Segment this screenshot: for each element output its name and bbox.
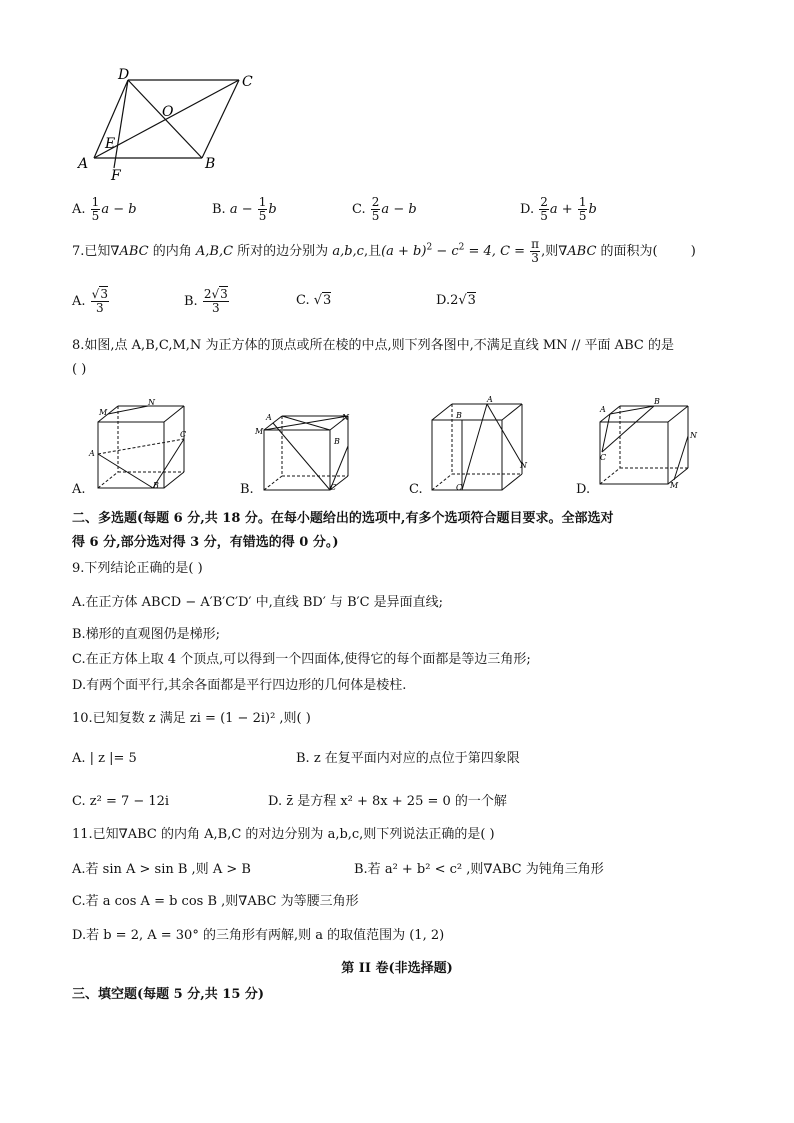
label-D: D xyxy=(118,67,130,83)
label-B: B xyxy=(205,156,216,172)
q9-option-a: A.在正方体 ABCD − A′B′C′D′ 中,直线 BD′ 与 B′C 是异面直线; xyxy=(72,595,444,610)
q10-option-a: A. | z |= 5 xyxy=(72,751,137,766)
cube-figure-d xyxy=(590,396,700,492)
svg-text:C: C xyxy=(180,430,187,439)
svg-text:N: N xyxy=(342,413,349,422)
svg-text:M: M xyxy=(670,481,679,490)
label-E: E xyxy=(105,136,116,152)
q8-option-c: C. xyxy=(409,482,423,497)
cube-figure-b xyxy=(254,408,358,492)
q9-option-c: C.在正方体上取 4 个顶点,可以得到一个四面体,使得它的每个面都是等边三角形; xyxy=(72,652,531,667)
svg-text:B: B xyxy=(456,411,462,420)
q7-option-b: B. $\frac{2√3}{3}$ xyxy=(184,287,228,315)
q10-stem: 10.已知复数 z 满足 zi = (1 − 2i)² ,则( ) xyxy=(72,711,311,726)
q8-option-a: A. xyxy=(72,482,86,497)
q6-option-d: D. $\frac{2}{5}$ a + $\frac{1}{5}$ b xyxy=(520,195,597,223)
parallelogram-figure xyxy=(74,66,264,182)
q10-option-c: C. z² = 7 − 12i xyxy=(72,794,170,809)
label-A: A xyxy=(78,156,89,172)
q7-stem: 7.已知∇ABC 的内角 A,B,C 所对的边分别为 a,b,c,且$(a + b)^2 - c^2 = 4$, C = $\frac{\pi}{3}$ ,则∇ABC 的面积为( ) xyxy=(72,237,696,265)
svg-text:N: N xyxy=(690,431,697,440)
q11-option-c: C.若 a cos A = b cos B ,则∇ABC 为等腰三角形 xyxy=(72,894,359,909)
section-2-heading-line1: 二、多选题(每题 6 分,共 18 分。在每小题给出的选项中,有多个选项符合题目要求。全部选对 xyxy=(72,511,614,526)
q6-option-c: C. $\frac{2}{5}$ a − b xyxy=(352,195,417,223)
cube-figure-a xyxy=(86,396,198,492)
section-2-heading-line2: 得 6 分,部分选对得 3 分，有错选的得 0 分。) xyxy=(72,535,339,550)
q7-option-d: D.2√3 xyxy=(436,293,476,308)
q8-stem: 8.如图,点 A,B,C,M,N 为正方体的顶点或所在棱的中点,则下列各图中,不满足直线 MN // 平面 ABC 的是 xyxy=(72,338,674,353)
label-C: C xyxy=(242,74,253,90)
svg-text:A: A xyxy=(487,395,493,404)
q6-option-a: A. $\frac{1}{5}$ a − b xyxy=(72,195,137,223)
q8-option-d: D. xyxy=(576,482,591,497)
section-3-heading: 三、填空题(每题 5 分,共 15 分) xyxy=(72,987,265,1002)
svg-text:C: C xyxy=(456,483,463,492)
q8-option-b: B. xyxy=(240,482,254,497)
q11-stem: 11.已知∇ABC 的内角 A,B,C 的对边分别为 a,b,c,则下列说法正确的是( ) xyxy=(72,827,495,842)
part-2-title: 第 II 卷(非选择题) xyxy=(341,961,453,976)
svg-text:B: B xyxy=(654,397,660,406)
svg-text:M: M xyxy=(255,427,264,436)
q11-option-a: A.若 sin A > sin B ,则 A > B xyxy=(72,862,251,877)
q9-option-d: D.有两个面平行,其余各面都是平行四边形的几何体是棱柱. xyxy=(72,678,407,693)
svg-text:A: A xyxy=(600,405,606,414)
svg-text:B: B xyxy=(334,437,340,446)
label-O: O xyxy=(162,104,174,120)
q11-option-d: D.若 b = 2, A = 30° 的三角形有两解,则 a 的取值范围为 (1, 2) xyxy=(72,928,445,943)
q9-option-b: B.梯形的直观图仍是梯形; xyxy=(72,627,221,642)
q11-option-b: B.若 a² + b² < c² ,则∇ABC 为钝角三角形 xyxy=(354,862,604,877)
svg-text:C: C xyxy=(600,453,607,462)
svg-text:A: A xyxy=(266,413,272,422)
q8-paren: ( ) xyxy=(72,362,87,377)
label-F: F xyxy=(111,168,121,182)
svg-text:C: C xyxy=(330,483,337,492)
q7-option-c: C. √3 xyxy=(296,293,332,308)
q7-option-a: A. $\frac{√3}{3}$ xyxy=(72,287,108,315)
q9-stem: 9.下列结论正确的是( ) xyxy=(72,561,203,576)
svg-text:B: B xyxy=(153,481,159,490)
q10-option-b: B. z 在复平面内对应的点位于第四象限 xyxy=(296,751,520,766)
q10-option-d: D. z̄ 是方程 x² + 8x + 25 = 0 的一个解 xyxy=(268,794,507,809)
svg-text:M: M xyxy=(99,408,108,417)
svg-text:A: A xyxy=(89,449,95,458)
cube-figure-c xyxy=(424,394,530,492)
svg-text:N: N xyxy=(148,398,155,407)
q6-option-b: B. a − $\frac{1}{5}$ b xyxy=(212,195,277,223)
svg-text:N: N xyxy=(520,461,527,470)
